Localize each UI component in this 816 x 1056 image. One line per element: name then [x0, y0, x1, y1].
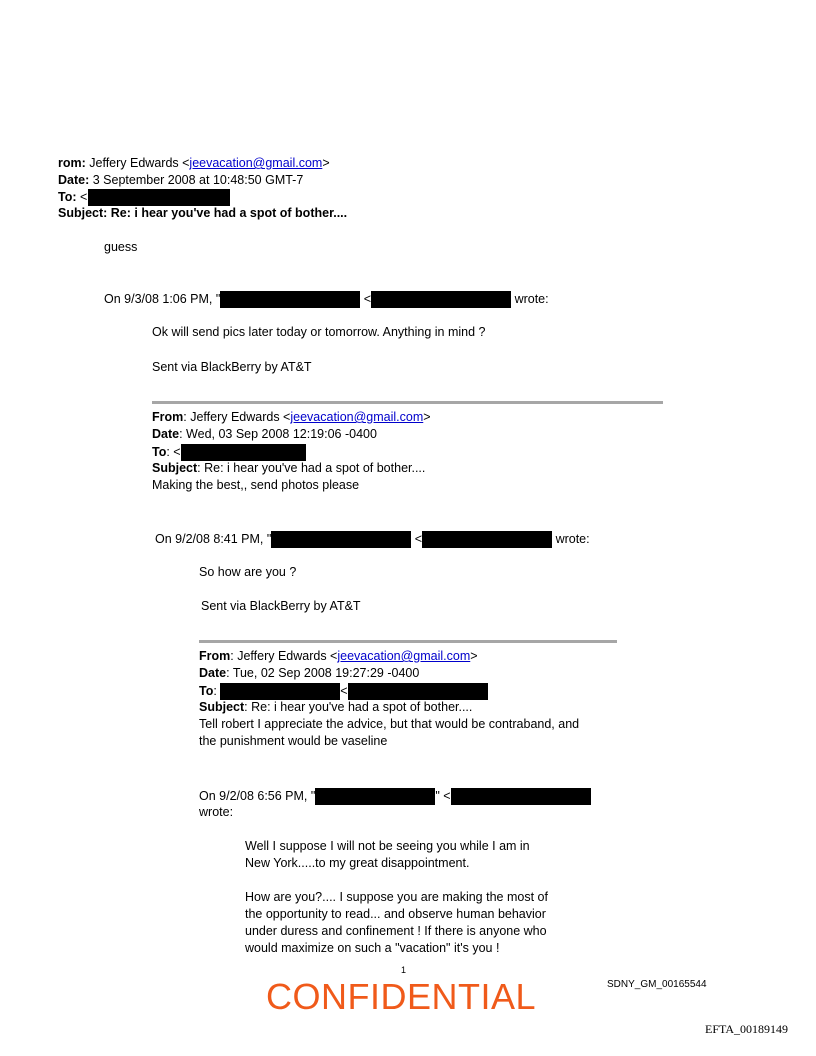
quote3-intro: [199, 788, 591, 805]
quote2-to-label: To: [199, 683, 214, 698]
quote3-intro-mid: " <: [435, 788, 451, 803]
efta-number: EFTA_00189149: [705, 1022, 789, 1036]
quote2-to-line: [199, 683, 488, 700]
quote1-intro: [104, 291, 549, 308]
quote3-p2-line1: How are you?.... I suppose you are making the most of: [245, 890, 548, 904]
quote3-intro-pre: On 9/2/08 6:56 PM, ": [199, 788, 316, 803]
confidential-stamp: CONFIDENTIAL: [266, 976, 537, 1017]
to-label: To:: [58, 189, 77, 204]
quote1-subject-label: Subject: [152, 461, 198, 475]
quote1-to-value: : <: [166, 444, 181, 459]
from-close: >: [322, 156, 330, 170]
quote2-from-email-link[interactable]: jeevacation@gmail.com: [337, 649, 471, 663]
redaction-box: [271, 531, 411, 548]
header-date-line: [58, 173, 303, 188]
quote1-from-line: [152, 410, 431, 425]
quote2-body-line2: the punishment would be vaseline: [199, 734, 388, 748]
date-label: Date:: [58, 173, 90, 187]
header-from-line: [58, 156, 330, 171]
quote2-from-name: : Jeffery Edwards <: [230, 649, 338, 663]
quote1-date-label: Date: [152, 427, 180, 441]
header-subject-line: Subject: Re: i hear you've had a spot of bother....: [58, 206, 348, 220]
quote1-subject-value: : Re: i hear you've had a spot of bother....: [197, 461, 426, 475]
quote1-from-name: : Jeffery Edwards <: [183, 410, 291, 424]
from-name: Jeffery Edwards <: [85, 156, 190, 170]
quote2-intro-lt: <: [411, 531, 423, 546]
quote2-subject-label: Subject: [199, 700, 245, 714]
quote2-from-label: From: [199, 649, 231, 663]
quote2-intro-wrote: wrote:: [552, 531, 590, 546]
to-value: <: [76, 189, 88, 204]
quote1-divider: [152, 401, 663, 404]
redaction-box: [181, 444, 306, 461]
header-to-line: [58, 189, 230, 206]
redaction-box: [422, 531, 552, 548]
redaction-box: [348, 683, 488, 700]
quote1-line1: Ok will send pics later today or tomorrow. Anything in mind ?: [152, 325, 486, 339]
quote2-intro: [155, 531, 590, 548]
quote1-body: Making the best,, send photos please: [152, 478, 360, 492]
quote1-to-line: [152, 444, 306, 461]
redaction-box: [451, 788, 591, 805]
quote3-p1-line2: New York.....to my great disappointment.: [245, 856, 470, 870]
quote2-divider: [199, 640, 617, 643]
quote2-subject-line: [199, 700, 472, 715]
redaction-box: [371, 291, 511, 308]
quote2-subject-value: : Re: i hear you've had a spot of bother....: [244, 700, 473, 714]
quote3-intro-wrote: wrote:: [199, 805, 234, 819]
from-label: rom:: [58, 156, 86, 170]
quote1-date-value: : Wed, 03 Sep 2008 12:19:06 -0400: [179, 427, 377, 441]
quote3-p1-line1: Well I suppose I will not be seeing you while I am in: [245, 839, 530, 853]
date-value: 3 September 2008 at 10:48:50 GMT-7: [89, 173, 304, 187]
reply-body: guess: [104, 240, 138, 254]
redaction-box: [315, 788, 435, 805]
bates-number: SDNY_GM_00165544: [607, 979, 707, 990]
quote1-date-line: [152, 427, 377, 442]
quote2-date-label: Date: [199, 666, 227, 680]
quote3-p2-line2: the opportunity to read... and observe human behavior: [245, 907, 546, 921]
quote1-intro-lt: <: [360, 291, 372, 306]
quote2-to-lt: <: [340, 683, 348, 698]
quote2-line1: So how are you ?: [199, 565, 297, 579]
quote2-date-line: [199, 666, 419, 681]
quote3-p2-line4: would maximize on such a "vacation" it's you !: [245, 941, 500, 955]
page-number: 1: [401, 965, 407, 975]
from-email-link[interactable]: jeevacation@gmail.com: [189, 156, 323, 170]
quote1-subject-line: [152, 461, 425, 476]
quote1-to-label: To: [152, 444, 167, 459]
quote2-from-line: [199, 649, 478, 664]
quote2-body-line1: Tell robert I appreciate the advice, but that would be contraband, and: [199, 717, 580, 731]
quote1-from-email-link[interactable]: jeevacation@gmail.com: [290, 410, 424, 424]
redaction-box: [220, 683, 340, 700]
quote1-intro-pre: On 9/3/08 1:06 PM, ": [104, 291, 221, 306]
quote2-signature: Sent via BlackBerry by AT&T: [201, 599, 361, 613]
quote2-date-value: : Tue, 02 Sep 2008 19:27:29 -0400: [226, 666, 420, 680]
quote1-from-close: >: [423, 410, 431, 424]
redaction-box: [220, 291, 360, 308]
redaction-box: [88, 189, 230, 206]
quote2-to-value: :: [213, 683, 221, 698]
quote1-signature: Sent via BlackBerry by AT&T: [152, 360, 312, 374]
quote1-intro-wrote: wrote:: [511, 291, 549, 306]
quote1-from-label: From: [152, 410, 184, 424]
quote2-intro-pre: On 9/2/08 8:41 PM, ": [155, 531, 272, 546]
quote2-from-close: >: [470, 649, 478, 663]
quote3-p2-line3: under duress and confinement ! If there is anyone who: [245, 924, 547, 938]
